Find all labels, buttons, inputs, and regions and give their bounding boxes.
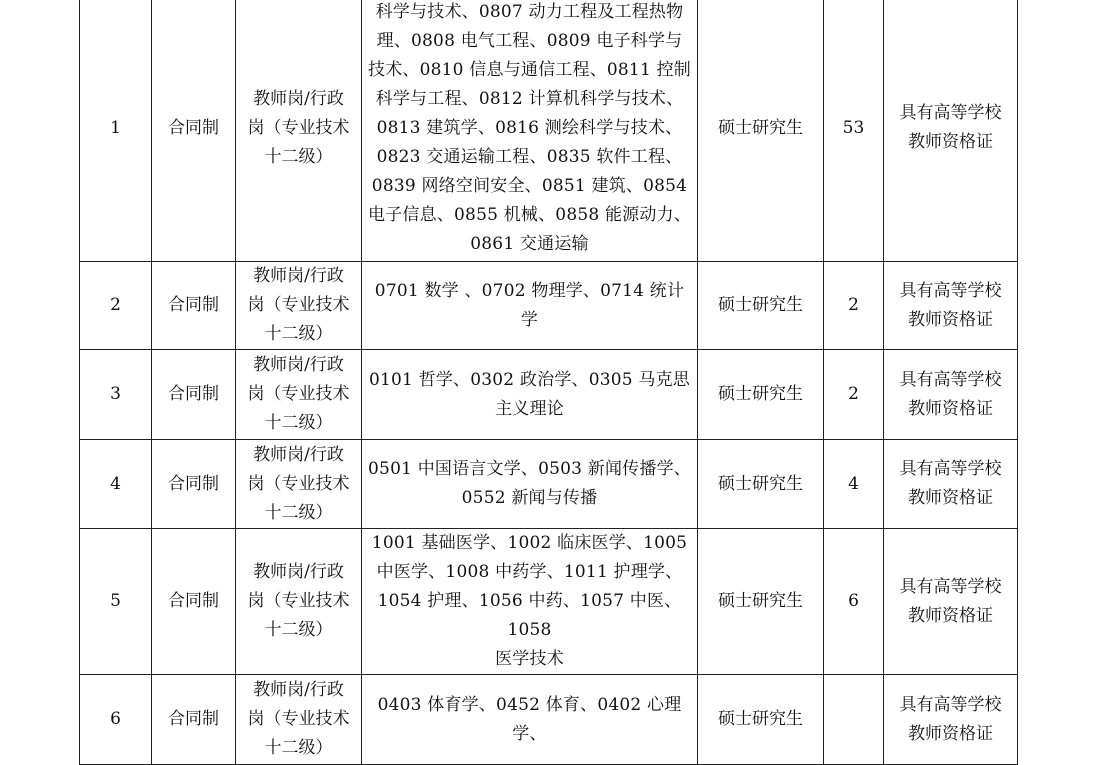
- table-row: [80, 262, 1018, 350]
- certificate-requirement-line: 教师资格证: [908, 488, 993, 508]
- major-requirement: [362, 675, 698, 765]
- major-requirement: [362, 529, 698, 675]
- employment-system: 合同制: [152, 350, 236, 440]
- recruit-count: 53: [824, 0, 884, 262]
- major-requirement: [362, 350, 698, 440]
- post-type-line: 十二级）: [264, 324, 333, 344]
- major-requirement-line: 0813 建筑学、0816 测绘科学与技术、: [376, 117, 683, 138]
- employment-system: 合同制: [152, 529, 236, 675]
- certificate-requirement: [884, 675, 1018, 765]
- post-type-line: 岗（专业技术: [247, 591, 350, 611]
- table-row: [80, 440, 1018, 529]
- education-requirement: 硕士研究生: [698, 529, 824, 675]
- major-requirement-line: 学: [520, 309, 539, 330]
- post-type-line: 教师岗/行政: [253, 266, 344, 286]
- major-requirement-line: 0101 哲学、0302 政治学、0305 马克思: [368, 369, 690, 390]
- post-type: [236, 262, 362, 350]
- certificate-requirement: [884, 262, 1018, 350]
- table-row: [80, 529, 1018, 675]
- row-number: 6: [80, 675, 152, 765]
- major-requirement-line: 0403 体育学、0452 体育、0402 心理学、: [377, 694, 682, 744]
- certificate-requirement-line: 教师资格证: [908, 309, 993, 330]
- employment-system: 合同制: [152, 0, 236, 262]
- post-type: [236, 675, 362, 765]
- employment-system: 合同制: [152, 440, 236, 529]
- post-type-line: 十二级）: [264, 146, 333, 167]
- recruit-count: 2: [824, 350, 884, 440]
- employment-system: 合同制: [152, 675, 236, 765]
- major-requirement: [362, 440, 698, 529]
- row-number: 3: [80, 350, 152, 440]
- major-requirement-line: 1001 基础医学、1002 临床医学、1005: [371, 533, 688, 553]
- post-type-line: 十二级）: [264, 620, 333, 640]
- major-requirement-line: 电子信息、0855 机械、0858 能源动力、: [368, 204, 691, 225]
- row-number: 4: [80, 440, 152, 529]
- post-type-line: 十二级）: [264, 502, 333, 523]
- certificate-requirement: [884, 0, 1018, 262]
- employment-system: 合同制: [152, 262, 236, 350]
- recruit-count: 4: [824, 440, 884, 529]
- major-requirement-line: 0839 网络空间安全、0851 建筑、0854: [371, 175, 688, 196]
- certificate-requirement-line: 具有高等学校: [899, 576, 1002, 597]
- education-requirement: 硕士研究生: [698, 262, 824, 350]
- major-requirement-line: 科学与技术、0807 动力工程及工程热物: [375, 1, 684, 22]
- recruitment-table: [79, 0, 1018, 765]
- major-requirement-line: 0861 交通运输: [470, 233, 589, 254]
- table-row: [80, 350, 1018, 440]
- major-requirement-line: 0501 中国语言文学、0503 新闻传播学、: [368, 459, 691, 479]
- row-number: 2: [80, 262, 152, 350]
- recruit-count: 6: [824, 529, 884, 675]
- certificate-requirement: [884, 350, 1018, 440]
- post-type-line: 教师岗/行政: [253, 562, 344, 582]
- recruit-count: 2: [824, 262, 884, 350]
- post-type: [236, 529, 362, 675]
- table-row: [80, 0, 1018, 262]
- certificate-requirement-line: 具有高等学校: [899, 369, 1002, 390]
- certificate-requirement-line: 具有高等学校: [899, 280, 1002, 301]
- major-requirement-line: 科学与工程、0812 计算机科学与技术、: [375, 88, 684, 109]
- post-type-line: 岗（专业技术: [247, 473, 350, 494]
- row-number: 1: [80, 0, 152, 262]
- major-requirement-line: 0701 数学 、0702 物理学、0714 统计: [374, 280, 685, 301]
- major-requirement-line: 0552 新闻与传播: [461, 488, 598, 508]
- certificate-requirement-line: 教师资格证: [908, 605, 993, 626]
- major-requirement-line: 主义理论: [495, 398, 564, 419]
- post-type: [236, 440, 362, 529]
- major-requirement-line: 0823 交通运输工程、0835 软件工程、: [376, 146, 683, 167]
- certificate-requirement-line: 具有高等学校: [899, 459, 1002, 479]
- post-type-line: 十二级）: [264, 413, 333, 433]
- major-requirement-line: 理、0808 电气工程、0809 电子科学与: [376, 30, 683, 51]
- post-type-line: 十二级）: [264, 738, 333, 758]
- post-type-line: 岗（专业技术: [247, 295, 350, 315]
- post-type-line: 教师岗/行政: [253, 355, 344, 375]
- education-requirement: 硕士研究生: [698, 0, 824, 262]
- post-type-line: 教师岗/行政: [253, 88, 344, 109]
- certificate-requirement: [884, 529, 1018, 675]
- major-requirement-line: 技术、0810 信息与通信工程、0811 控制: [368, 59, 691, 80]
- education-requirement: 硕士研究生: [698, 675, 824, 765]
- table-body: [80, 0, 1018, 765]
- row-number: 5: [80, 529, 152, 675]
- certificate-requirement: [884, 440, 1018, 529]
- major-requirement-line: 中医学、1008 中药学、1011 护理学、: [376, 562, 683, 582]
- post-type-line: 岗（专业技术: [247, 117, 350, 138]
- post-type: [236, 0, 362, 262]
- table-row: [80, 675, 1018, 765]
- post-type-line: 岗（专业技术: [247, 384, 350, 404]
- major-requirement-line: 医学技术: [495, 649, 564, 669]
- education-requirement: 硕士研究生: [698, 350, 824, 440]
- recruit-count: [824, 675, 884, 765]
- certificate-requirement-line: 具有高等学校: [899, 103, 1002, 123]
- certificate-requirement-line: 教师资格证: [908, 398, 993, 419]
- post-type-line: 教师岗/行政: [253, 444, 344, 465]
- education-requirement: 硕士研究生: [698, 440, 824, 529]
- post-type: [236, 350, 362, 440]
- major-requirement: [362, 0, 698, 262]
- post-type-line: 教师岗/行政: [253, 680, 344, 700]
- certificate-requirement-line: 教师资格证: [908, 723, 993, 744]
- certificate-requirement-line: 具有高等学校: [899, 694, 1002, 715]
- major-requirement-line: 1054 护理、1056 中药、1057 中医、1058: [377, 591, 682, 640]
- post-type-line: 岗（专业技术: [247, 709, 350, 729]
- certificate-requirement-line: 教师资格证: [908, 132, 993, 152]
- major-requirement: [362, 262, 698, 350]
